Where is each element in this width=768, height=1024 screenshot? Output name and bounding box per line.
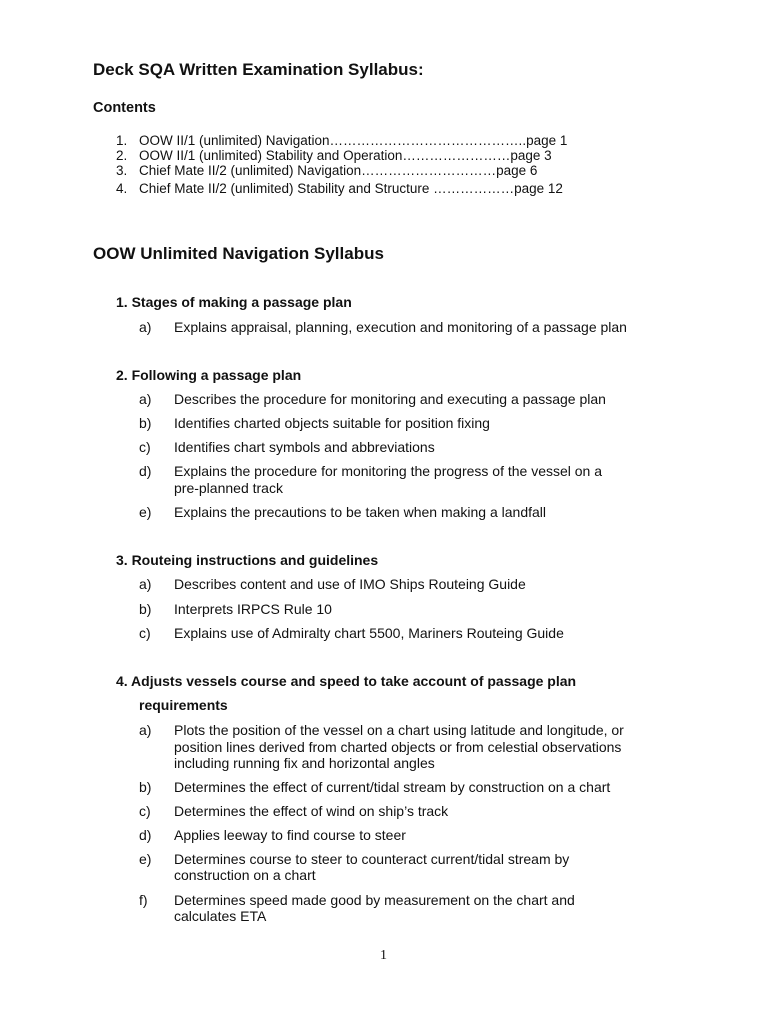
item-label: c)	[139, 625, 151, 641]
page-number: 1	[380, 948, 387, 963]
section-title: 3. Routeing instructions and guidelines	[116, 552, 379, 568]
item-text: position lines derived from charted objects or from celestial observations	[174, 739, 622, 755]
toc-number: 2.	[116, 148, 128, 163]
item-text: Describes the procedure for monitoring and executing a passage plan	[174, 391, 606, 407]
item-text: Explains appraisal, planning, execution and monitoring of a passage plan	[174, 319, 627, 335]
item-label: b)	[139, 601, 152, 617]
toc-number: 4.	[116, 181, 128, 196]
toc-entry: OOW II/1 (unlimited) Stability and Operation……………………page 3	[139, 148, 552, 163]
item-label: b)	[139, 779, 152, 795]
item-label: d)	[139, 827, 152, 843]
item-text: Determines the effect of wind on ship’s track	[174, 803, 449, 819]
section-title: 1. Stages of making a passage plan	[116, 294, 352, 310]
item-text: Plots the position of the vessel on a chart using latitude and longitude, or	[174, 722, 624, 738]
item-text: Determines course to steer to counteract current/tidal stream by	[174, 851, 570, 867]
item-label: a)	[139, 722, 152, 738]
section-title-continued: requirements	[139, 697, 228, 713]
toc-entry: Chief Mate II/2 (unlimited) Stability and Structure ………………page 12	[139, 181, 563, 196]
item-text: Explains the procedure for monitoring the progress of the vessel on a	[174, 463, 603, 479]
item-text: Explains use of Admiralty chart 5500, Mariners Routeing Guide	[174, 625, 564, 641]
item-text: Applies leeway to find course to steer	[174, 827, 406, 843]
section-title: 2. Following a passage plan	[116, 367, 302, 383]
item-label: c)	[139, 803, 151, 819]
item-label: a)	[139, 391, 152, 407]
toc-entry: Chief Mate II/2 (unlimited) Navigation…………………………page 6	[139, 163, 538, 178]
item-label: a)	[139, 576, 152, 592]
item-text: calculates ETA	[174, 908, 267, 924]
item-text: Interprets IRPCS Rule 10	[174, 601, 332, 617]
item-text: construction on a chart	[174, 867, 316, 883]
item-label: b)	[139, 415, 152, 431]
item-label: d)	[139, 463, 152, 479]
toc-number: 1.	[116, 133, 128, 148]
toc-number: 3.	[116, 163, 128, 178]
item-text: Describes content and use of IMO Ships Routeing Guide	[174, 576, 526, 592]
item-label: e)	[139, 851, 152, 867]
item-text: including running fix and horizontal angles	[174, 755, 435, 771]
syllabus-title: OOW Unlimited Navigation Syllabus	[93, 244, 384, 263]
document-title: Deck SQA Written Examination Syllabus:	[93, 60, 424, 79]
section-title: 4. Adjusts vessels course and speed to take account of passage plan	[116, 673, 577, 689]
contents-heading: Contents	[93, 100, 156, 116]
item-text: pre-planned track	[174, 480, 283, 496]
item-label: a)	[139, 319, 152, 335]
item-label: c)	[139, 439, 151, 455]
item-label: f)	[139, 892, 148, 908]
toc-entry: OOW II/1 (unlimited) Navigation……………………………………..page 1	[139, 133, 568, 148]
item-text: Identifies chart symbols and abbreviations	[174, 439, 435, 455]
item-text: Determines speed made good by measurement on the chart and	[174, 892, 575, 908]
item-text: Explains the precautions to be taken when making a landfall	[174, 504, 547, 520]
item-label: e)	[139, 504, 152, 520]
item-text: Identifies charted objects suitable for position fixing	[174, 415, 490, 431]
item-text: Determines the effect of current/tidal stream by construction on a chart	[174, 779, 611, 795]
